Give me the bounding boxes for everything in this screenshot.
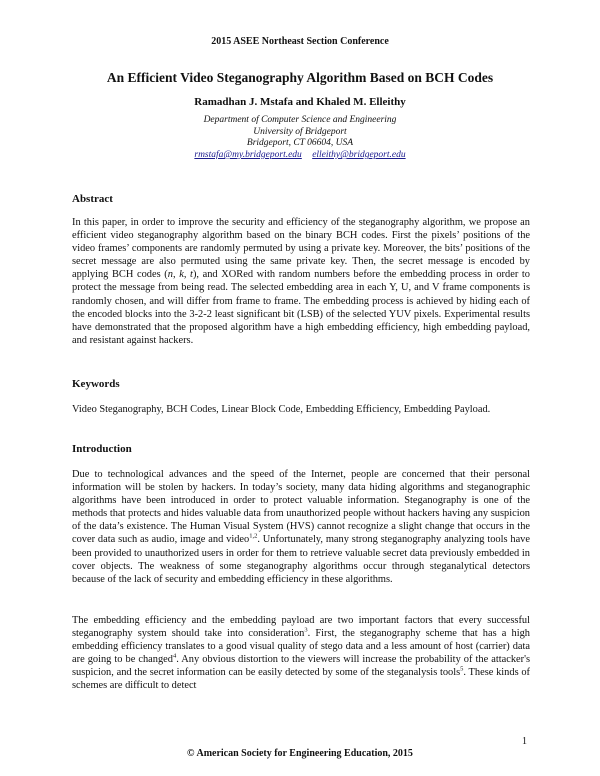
copyright-footer: © American Society for Engineering Education, 2015: [187, 748, 413, 759]
author-affiliation: [0, 115, 600, 162]
page-number: 1: [522, 736, 527, 747]
author-emails: [0, 150, 600, 162]
keywords-heading: Keywords: [72, 378, 120, 390]
keywords-text: Video Steganography, BCH Codes, Linear Block Code, Embedding Efficiency, Embedding Payload.: [72, 404, 491, 415]
abstract-text: In this paper, in order to improve the security and efficiency of the steganography algorithm, we propose an efficient video steganography algorithm based on the binary BCH codes. First the pixels’ positions of the video frames’ components are randomly permuted by using a private key. Moreover, the bits’ positions of the secret message are also permuted using the same private key. Then, the secret message is encoded by applying BCH codes (n, k, t), and XORed with random numbers before the embedding process in order to protect the message from being read. The selected embedding area in each Y, U, and V frame components is randomly chosen, and will differ from frame to frame. The embedding process is achieved by hiding each of the encoded blocks into the 3-2-2 least significant bit (LSB) of the selected YUV pixels. Experimental results have demonstrated that the proposed algorithm have a high embedding efficiency, high embedding payload, and resistant against hackers.: [72, 217, 530, 346]
paper-authors: Ramadhan J. Mstafa and Khaled M. Elleithy: [194, 96, 406, 108]
introduction-paragraph-1: Due to technological advances and the speed of the Internet, people are concerned that their personal information will be stolen by hackers. In today’s society, many data hiding algorithms and steganographic algorithms have been introduced in order to protect valuable information. Steganography is one of the methods that protects and hides valuable data from unauthorized people without hackers having any suspicion of the data’s existence. The Human Visual System (HVS) cannot recognize a slight change that occurs in the cover data such as audio, image and video$^{1,2}$. Unfortunately, many strong steganography analyzing tools have been provided to unauthorized users in order for them to retrieve valuable secret data previously embedded in cover objects. The weakness of some steganography algorithms occur through steganalytical detectors because of the lack of security and embedding efficiency in these algorithms.: [72, 469, 530, 585]
abstract-heading: Abstract: [72, 193, 113, 205]
affiliation-university: University of Bridgeport: [253, 126, 347, 137]
introduction-heading: Introduction: [72, 443, 132, 455]
affiliation-address: Bridgeport, CT 06604, USA: [246, 138, 354, 149]
conference-header: 2015 ASEE Northeast Section Conference: [211, 36, 389, 47]
paper-title: An Efficient Video Steganography Algorithm Based on BCH Codes: [106, 70, 494, 85]
email-link-mstafa[interactable]: rmstafa@my.bridgeport.edu: [194, 150, 302, 161]
introduction-paragraph-2: The embedding efficiency and the embedding payload are two important factors that every successful steganography system should take into consideration$^3$. First, the steganography scheme that has a high embedding efficiency translates to a good visual quality of stego data and a less amount of host (carrier) data are going to be changed$^4$. Any obvious distortion to the viewers will increase the probability of the attacker's suspicion, and the secret information can be easily detected by some of the steganalysis tools$^5$. These kinds of schemes are difficult to detect: [72, 615, 530, 692]
email-link-elleithy[interactable]: elleithy@bridgeport.edu: [312, 150, 406, 161]
affiliation-department: Department of Computer Science and Engineering: [203, 115, 397, 125]
